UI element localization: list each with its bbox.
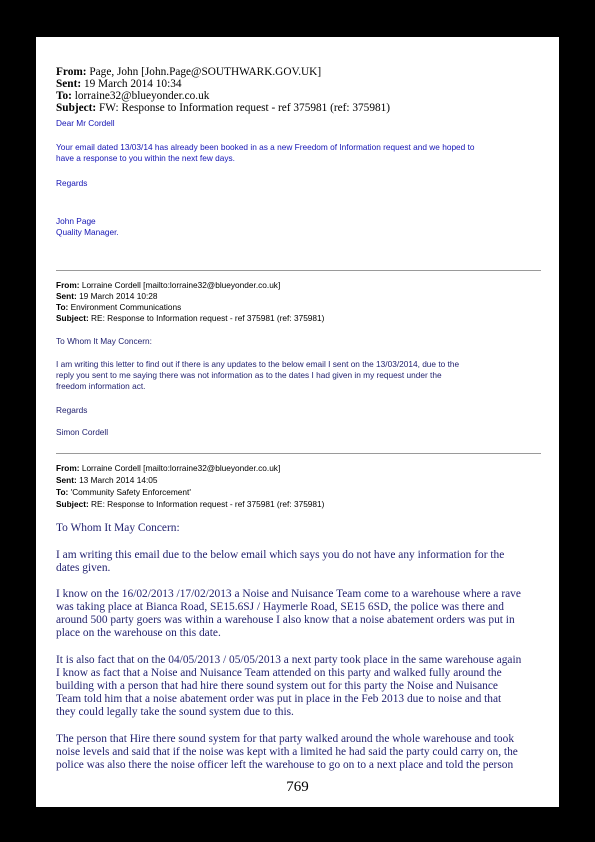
email3-sent: Sent: 13 March 2014 14:05 (56, 475, 158, 485)
email2-sig-name: Simon Cordell (56, 427, 109, 437)
email3-p2-line: I know on the 16/02/2013 /17/02/2013 a Noise and Nuisance Team come to a warehouse where a rave (56, 588, 521, 600)
email3-p4-line: The person that Hire there sound system for that party walked around the whole warehouse and took (56, 733, 515, 745)
email2-to: To: Environment Communications (56, 302, 182, 312)
email1-sent: Sent: 19 March 2014 10:34 (56, 78, 182, 90)
email2-body-line: I am writing this letter to find out if there is any updates to the below email I sent on the 13/03/2014, due to the (56, 359, 460, 369)
email3-p1-line: dates given. (56, 562, 111, 574)
email2-body-line: reply you sent to me saying there was not information as to the dates I had given in my request under the (56, 370, 442, 380)
page-number: 769 (286, 779, 309, 795)
email1-greeting: Dear Mr Cordell (56, 118, 115, 128)
separator-rule (56, 270, 541, 271)
email2-sent: Sent: 19 March 2014 10:28 (56, 291, 158, 301)
email1-signoff: Regards (56, 178, 88, 188)
email1-subject: Subject: FW: Response to Information request - ref 375981 (ref: 375981) (56, 102, 391, 114)
email3-p4-line: police was also there the noise officer left the warehouse to go on to a next place and told the person (56, 759, 514, 771)
email3-p2-line: place on the warehouse on this date. (56, 627, 221, 639)
email1-body-line: Your email dated 13/03/14 has already been booked in as a new Freedom of Information request and we hoped to (56, 142, 475, 152)
email3-p1-line: I am writing this email due to the below email which says you do not have any information for the (56, 549, 505, 561)
email3-p2-line: around 500 party goers was within a warehouse I also know that a noise abatement orders was put in (56, 614, 515, 626)
email2-from: From: Lorraine Cordell [mailto:lorraine32@blueyonder.co.uk] (56, 280, 281, 290)
email3-p3-line: Team told him that a noise abatement order was put in place in the Feb 2013 due to noise and that (56, 693, 502, 705)
email1-to: To: lorraine32@blueyonder.co.uk (56, 90, 210, 102)
email3-p2-line: was taking place at Bianca Road, SE15.6SJ / Haymerle Road, SE15 6SD, the police was there and (56, 601, 504, 613)
email3-from: From: Lorraine Cordell [mailto:lorraine32@blueyonder.co.uk] (56, 463, 281, 473)
separator-rule (56, 453, 541, 454)
email3-p3-line: It is also fact that on the 04/05/2013 / 05/05/2013 a next party took place in the same warehouse again (56, 654, 522, 666)
email1-from: From: Page, John [John.Page@SOUTHWARK.GOV.UK] (56, 66, 322, 78)
email2-greeting: To Whom It May Concern: (56, 336, 152, 346)
email2-subject: Subject: RE: Response to Information request - ref 375981 (ref: 375981) (56, 313, 325, 323)
email3-greeting: To Whom It May Concern: (56, 522, 180, 534)
email2-body-line: freedom information act. (56, 381, 146, 391)
document-page (36, 37, 559, 807)
email3-to: To: 'Community Safety Enforcement' (56, 487, 191, 497)
email3-p4-line: noise levels and said that if the noise was kept with a limited he had said the party could carry on, the (56, 746, 518, 758)
email3-p3-line: building with a person that had hire there sound system out for this party the Noise and Nuisance (56, 680, 498, 692)
email2-signoff: Regards (56, 405, 88, 415)
email3-p3-line: I know as fact that a Noise and Nuisance Team attended on this party and walked fully around the (56, 667, 502, 679)
email1-sig-name: John Page (56, 216, 96, 226)
email3-p3-line: they could legally take the sound system due to this. (56, 706, 294, 718)
email3-subject: Subject: RE: Response to Information request - ref 375981 (ref: 375981) (56, 499, 325, 509)
email1-sig-title: Quality Manager. (56, 227, 119, 237)
email1-body-line: have a response to you within the next few days. (56, 153, 235, 163)
